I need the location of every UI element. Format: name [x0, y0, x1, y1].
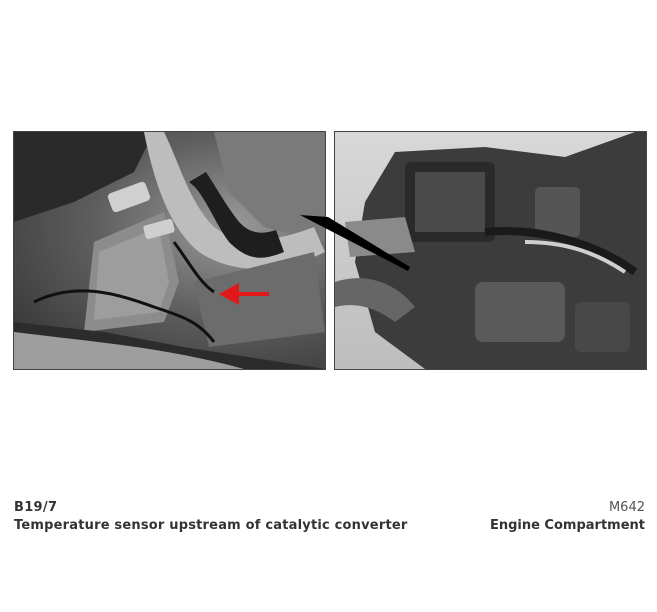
engine-code: M642: [608, 500, 645, 515]
component-description: Temperature sensor upstream of catalytic converter: [14, 518, 408, 533]
detail-photo: [13, 131, 326, 370]
component-code: B19/7: [14, 500, 58, 515]
location-label: Engine Compartment: [489, 518, 645, 533]
red-arrow-icon: [14, 132, 325, 369]
callout-connector: [300, 215, 420, 285]
